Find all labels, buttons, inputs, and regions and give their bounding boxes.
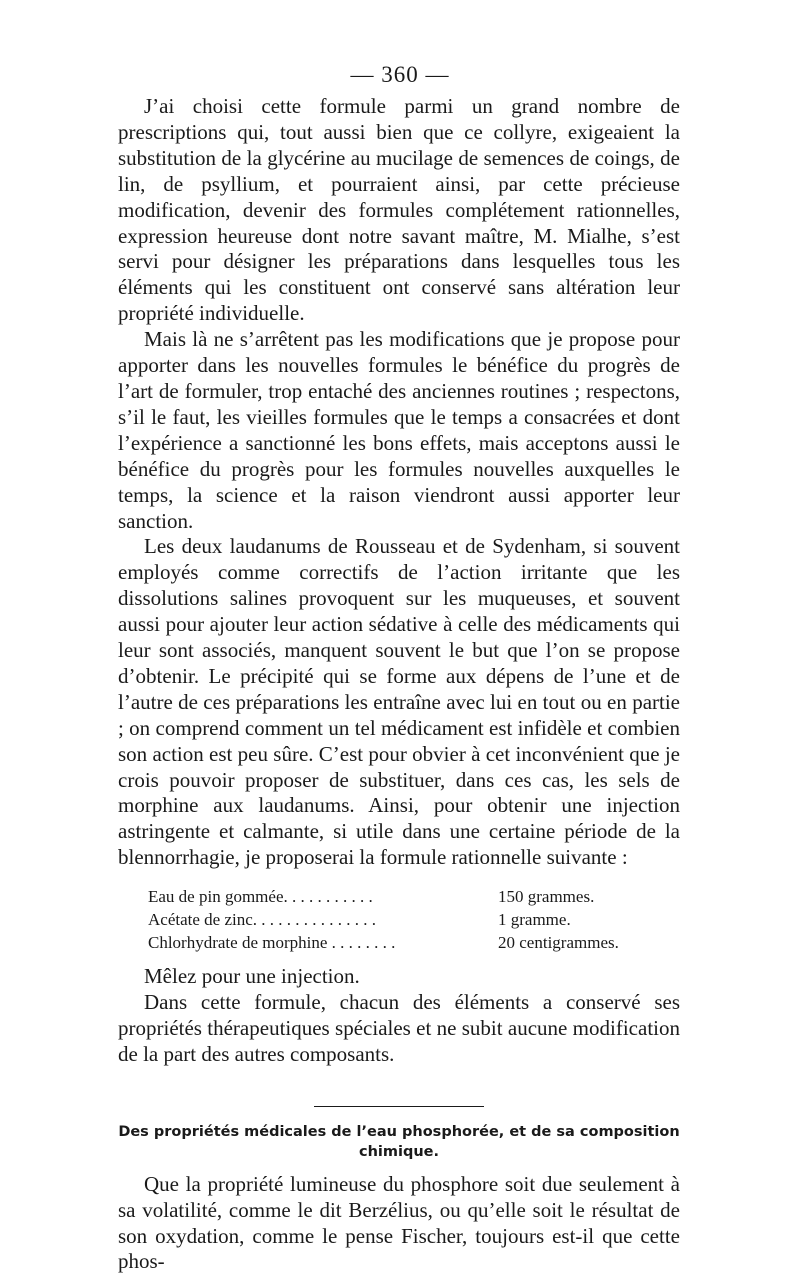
recipe-quantity: 150 grammes. — [498, 887, 595, 907]
paragraph: Les deux laudanums de Rousseau et de Sydenham, si souvent employés comme correctifs de l’action irritante que les dissolutions salines provoquent sur les muqueuses, et souvent aussi pour ajouter leur action sédative à celle des médicaments qui leur sont associés, manquent souvent le but que l’on se propose d’obtenir. Le précipité qui se forme aux dépens de l’une et de l’autre de ces préparations les entraîne avec lui en tout ou en partie ; on comprend comment un tel médicament est infidèle et combien son action est peu sûre. C’est pour obvier à cet inconvénient que je crois pouvoir proposer de substituer, dans ces cas, les sels de morphine aux laudanums. Ainsi, pour obtenir une injection astringente et calmante, si utile dans une certaine période de la blennorrhagie, je proposerai la formule rationnelle suivante : — [118, 534, 680, 870]
recipe-row — [148, 885, 680, 908]
recipe-ingredient: Chlorhydrate de morphine . . . . . . . . — [148, 933, 396, 953]
recipe-row — [148, 931, 680, 954]
paragraph: Mêlez pour une injection. — [144, 964, 360, 989]
paragraph: Que la propriété lumineuse du phosphore soit due seulement à sa volatilité, comme le dit Berzélius, ou qu’elle soit le résultat de son oxydation, comme le pense Fischer, toujours est-il que cette phos- — [118, 1171, 680, 1274]
divider-line — [314, 1106, 484, 1107]
recipe-ingredient: Eau de pin gommée. . . . . . . . . . . — [148, 887, 373, 907]
recipe-ingredient: Acétate de zinc. . . . . . . . . . . . . . . — [148, 910, 377, 930]
page-body — [118, 94, 680, 1275]
page-number: — 360 — — [350, 62, 450, 87]
recipe-quantity: 1 gramme. — [498, 910, 571, 930]
paragraph: Mais là ne s’arrêtent pas les modifications que je propose pour apporter dans les nouvelles formules le bénéfice du progrès de l’art de formuler, trop entaché des anciennes routines ; respectons, s’il le faut, les vieilles formules que le temps a consacrées et dont l’expérience a sanctionné les bons effets, mais acceptons aussi le bénéfice du progrès pour les formules nouvelles auxquelles le temps, la science et la raison viendront aussi apporter leur sanction. — [118, 327, 680, 533]
paragraph: J’ai choisi cette formule parmi un grand nombre de prescriptions qui, tout aussi bien que ce collyre, exigeaient la substitution de la glycérine au mucilage de semences de coings, de lin, de psyllium, et pourraient ainsi, par cette précieuse modification, devenir des formules complétement rationnelles, expression heureuse dont notre savant maître, M. Mialhe, s’est servi pour désigner les préparations dans lesquelles tous les éléments qui les constituent ont conservé sans altération leur propriété individuelle. — [118, 94, 680, 326]
recipe-row — [148, 908, 680, 931]
recipe-quantity: 20 centigrammes. — [498, 933, 619, 953]
section-divider — [118, 1088, 680, 1114]
recipe-table — [118, 885, 680, 954]
section-heading: Des propriétés médicales de l’eau phosphorée, et de sa composition chimique. — [118, 1123, 680, 1160]
paragraph: Dans cette formule, chacun des éléments a conservé ses propriétés thérapeutiques spéciales et ne subit aucune modification de la part des autres composants. — [118, 990, 680, 1066]
